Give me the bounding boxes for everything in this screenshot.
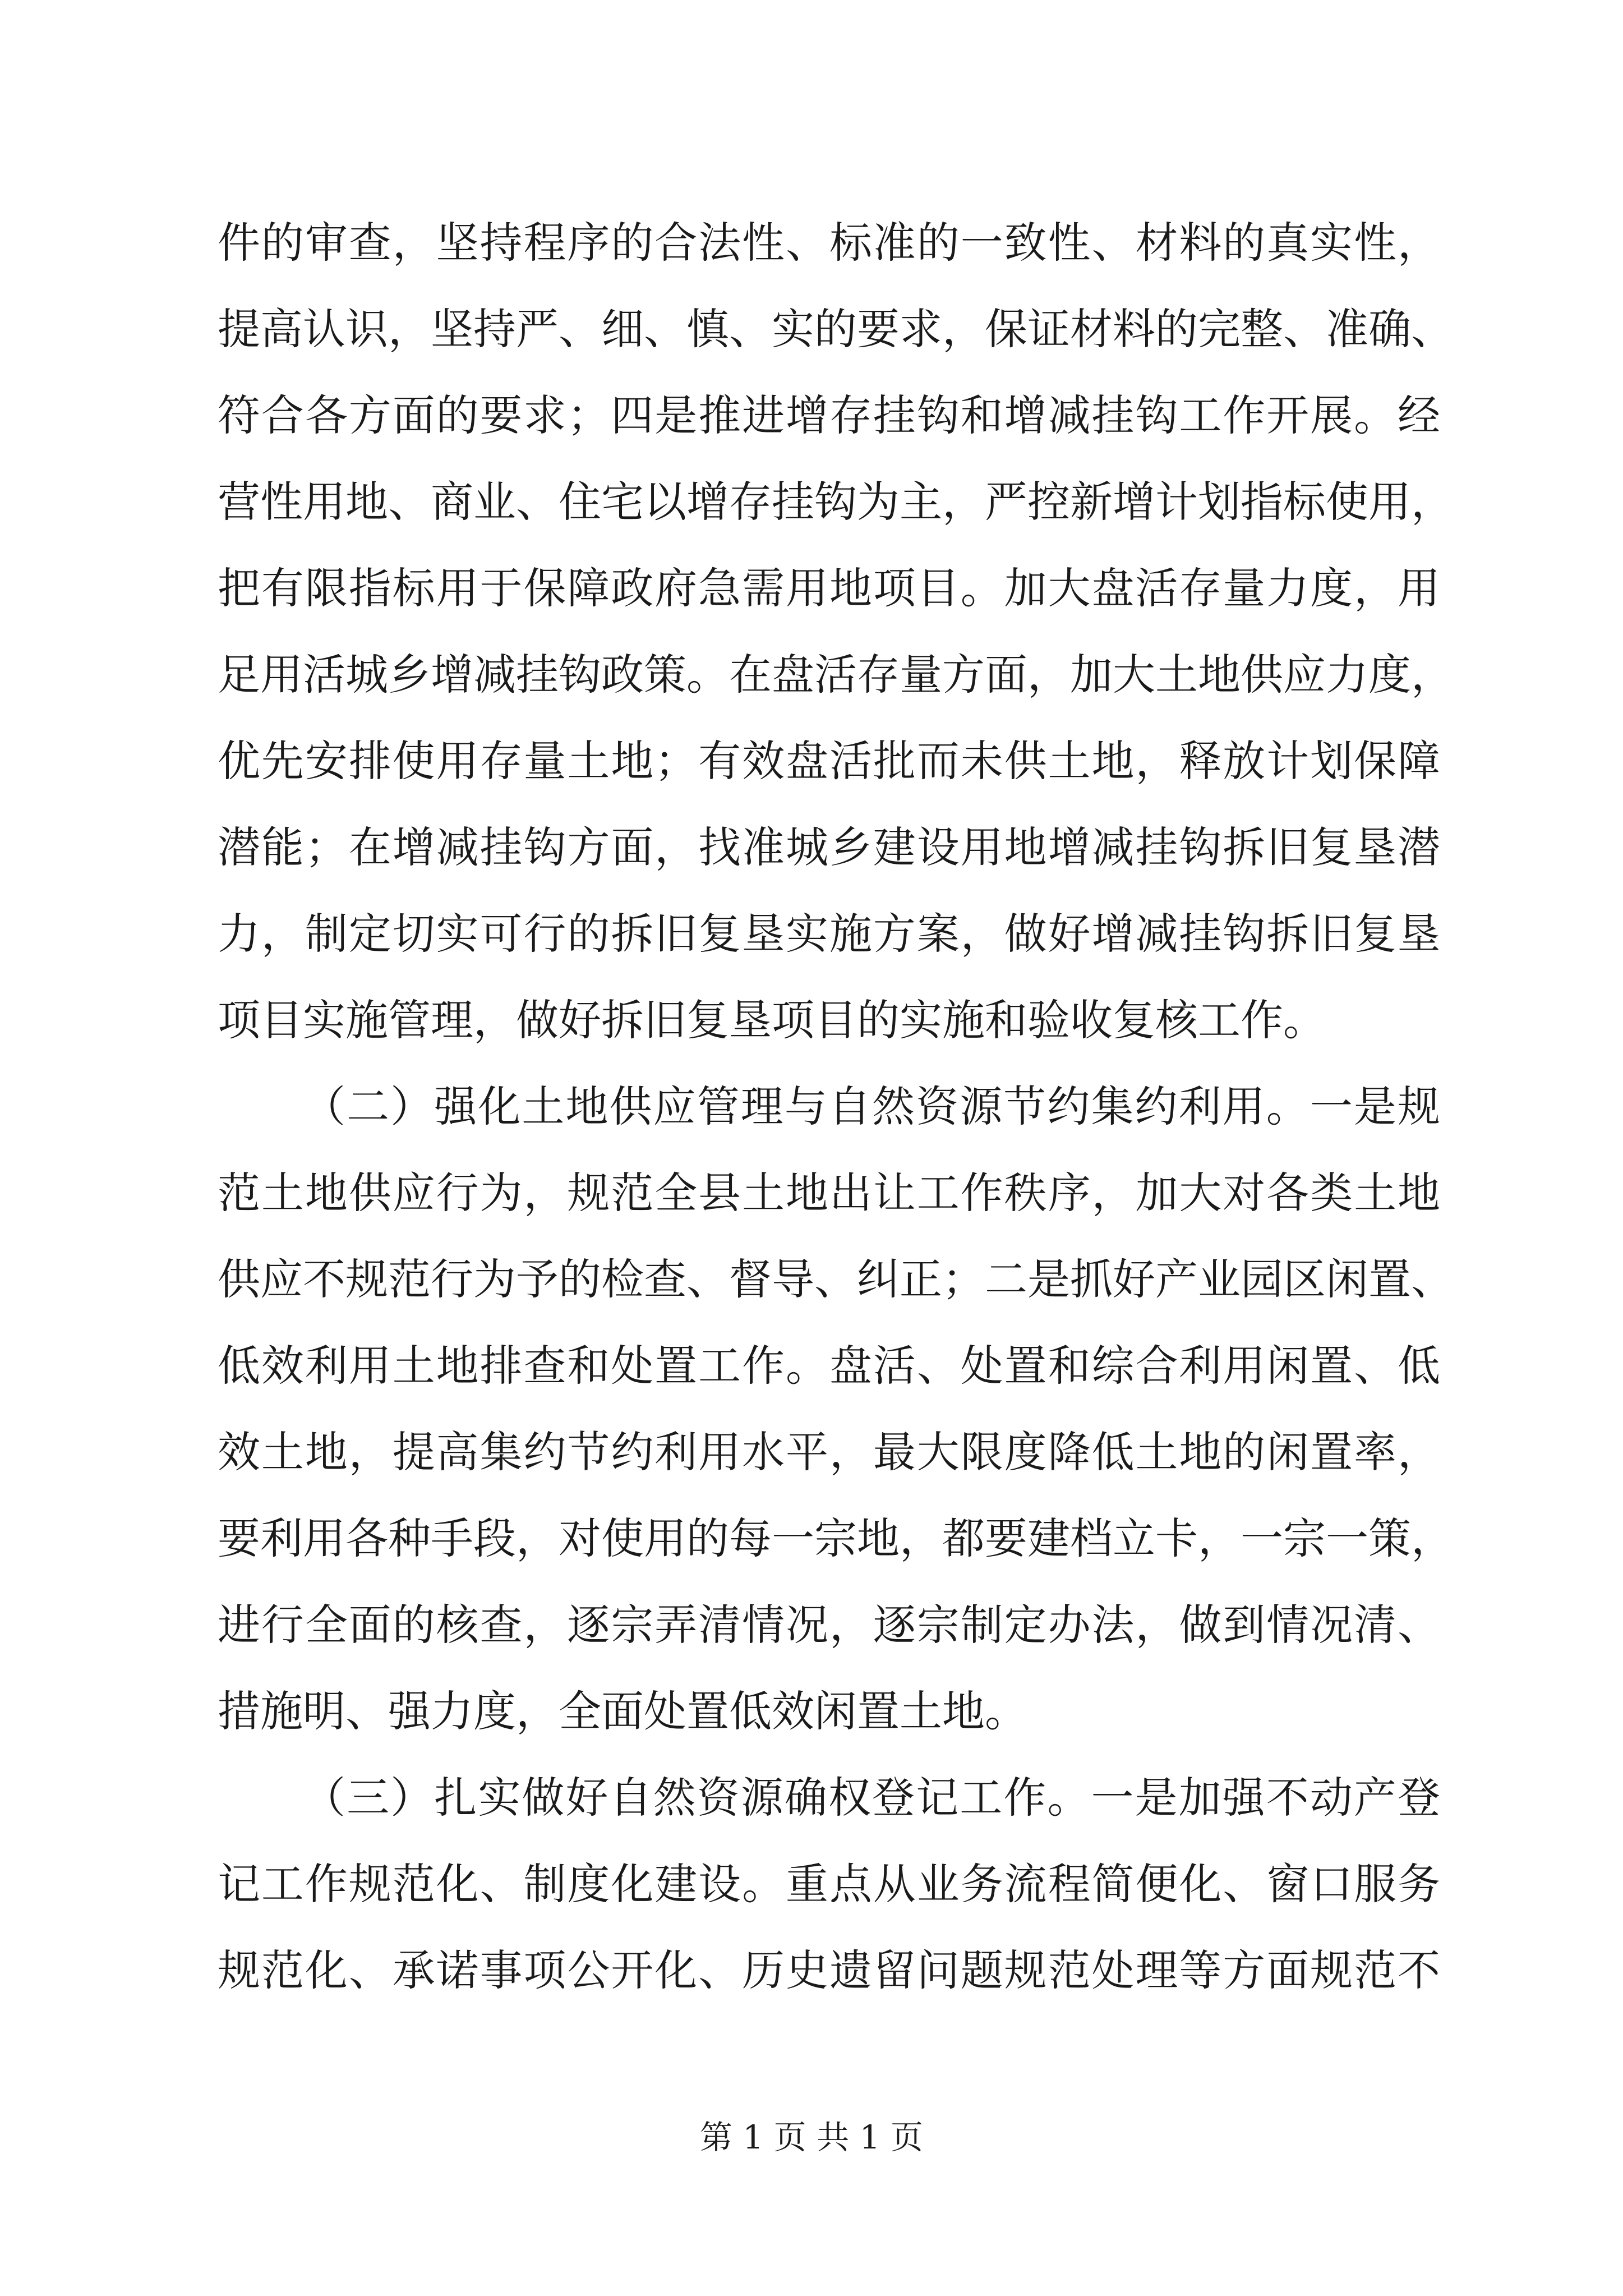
section-heading-line: （二）强化土地供应管理与自然资源节约集约利用。一是规 bbox=[303, 1082, 1440, 1131]
section-heading-line: （三）扎实做好自然资源确权登记工作。一是加强不动产登 bbox=[303, 1773, 1440, 1823]
text-line: 效土地，提高集约节约利用水平，最大限度降低土地的闲置率， bbox=[218, 1427, 1440, 1477]
text-line: 件的审查，坚持程序的合法性、标准的一致性、材料的真实性， bbox=[218, 218, 1440, 268]
page-number-footer: 第 1 页 共 1 页 bbox=[700, 2118, 923, 2156]
text-line: 进行全面的核查，逐宗弄清情况，逐宗制定办法，做到情况清、 bbox=[218, 1600, 1440, 1650]
text-line: 潜能；在增减挂钩方面，找准城乡建设用地增减挂钩拆旧复垦潜 bbox=[218, 822, 1440, 872]
text-line: 供应不规范行为予的检查、督导、纠正；二是抓好产业园区闲置、 bbox=[218, 1254, 1454, 1304]
text-line: 符合各方面的要求；四是推进增存挂钩和增减挂钩工作开展。经 bbox=[218, 390, 1440, 440]
text-line: 记工作规范化、制度化建设。重点从业务流程简便化、窗口服务 bbox=[218, 1859, 1440, 1909]
text-line: 优先安排使用存量土地；有效盘活批而未供土地，释放计划保障 bbox=[218, 736, 1440, 786]
text-line: 提高认识，坚持严、细、慎、实的要求，保证材料的完整、准确、 bbox=[218, 304, 1454, 354]
text-line: 力，制定切实可行的拆旧复垦实施方案，做好增减挂钩拆旧复垦 bbox=[218, 909, 1440, 959]
text-line: 规范化、承诺事项公开化、历史遗留问题规范处理等方面规范不 bbox=[218, 1945, 1440, 1995]
text-line: 项目实施管理，做好拆旧复垦项目的实施和验收复核工作。 bbox=[218, 995, 1326, 1045]
text-line: 营性用地、商业、住宅以增存挂钩为主，严控新增计划指标使用， bbox=[218, 477, 1454, 527]
text-line: 低效利用土地排查和处置工作。盘活、处置和综合利用闲置、低 bbox=[218, 1341, 1440, 1391]
text-line: 范土地供应行为，规范全县土地出让工作秩序，加大对各类土地 bbox=[218, 1168, 1440, 1218]
text-line: 要利用各种手段，对使用的每一宗地，都要建档立卡，一宗一策， bbox=[218, 1513, 1454, 1563]
text-line: 措施明、强力度，全面处置低效闲置土地。 bbox=[218, 1686, 1027, 1736]
text-line: 把有限指标用于保障政府急需用地项目。加大盘活存量力度，用 bbox=[218, 563, 1440, 613]
text-line: 足用活城乡增减挂钩政策。在盘活存量方面，加大土地供应力度， bbox=[218, 650, 1454, 700]
document-body bbox=[218, 200, 1454, 2014]
